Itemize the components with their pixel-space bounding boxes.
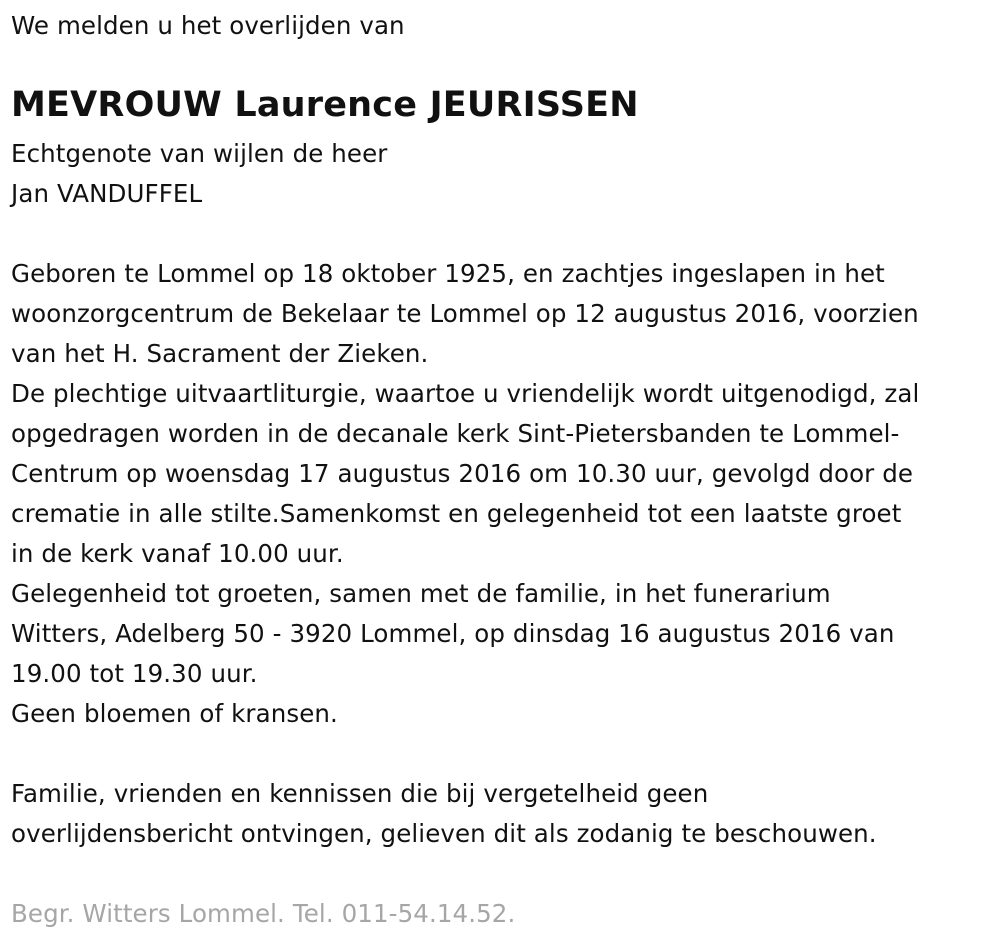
spouse-section — [11, 134, 387, 214]
body-line: De plechtige uitvaartliturgie, waartoe u vriendelijk wordt uitgenodigd, zal — [11, 379, 920, 408]
closing-line: Familie, vrienden en kennissen die bij vergetelheid geen — [11, 779, 709, 808]
body-line: Geen bloemen of kransen. — [11, 699, 338, 728]
deceased-name: MEVROUW Laurence JEURISSEN — [11, 85, 639, 125]
body-line: Gelegenheid tot groeten, samen met de familie, in het funerarium — [11, 579, 831, 608]
body-line: opgedragen worden in de decanale kerk Sint-Pietersbanden te Lommel- — [11, 419, 900, 448]
body-line: woonzorgcentrum de Bekelaar te Lommel op 12 augustus 2016, voorzien — [11, 299, 919, 328]
funeral-home-footer: Begr. Witters Lommel. Tel. 011-54.14.52. — [11, 899, 516, 928]
body-line: crematie in alle stilte.Samenkomst en gelegenheid tot een laatste groet — [11, 499, 902, 528]
body-line: 19.00 tot 19.30 uur. — [11, 659, 258, 688]
body-line: van het H. Sacrament der Zieken. — [11, 339, 429, 368]
spouse-line: Jan VANDUFFEL — [11, 179, 203, 208]
closing-line: overlijdensbericht ontvingen, gelieven dit als zodanig te beschouwen. — [11, 819, 877, 848]
spouse-line: Echtgenote van wijlen de heer — [11, 139, 388, 168]
closing-section — [11, 774, 877, 854]
body-section — [11, 254, 919, 734]
intro-text: We melden u het overlijden van — [11, 11, 405, 40]
body-line: Centrum op woensdag 17 augustus 2016 om 10.30 uur, gevolgd door de — [11, 459, 914, 488]
body-line: Geboren te Lommel op 18 oktober 1925, en zachtjes ingeslapen in het — [11, 259, 885, 288]
body-line: Witters, Adelberg 50 - 3920 Lommel, op dinsdag 16 augustus 2016 van — [11, 619, 895, 648]
body-line: in de kerk vanaf 10.00 uur. — [11, 539, 344, 568]
